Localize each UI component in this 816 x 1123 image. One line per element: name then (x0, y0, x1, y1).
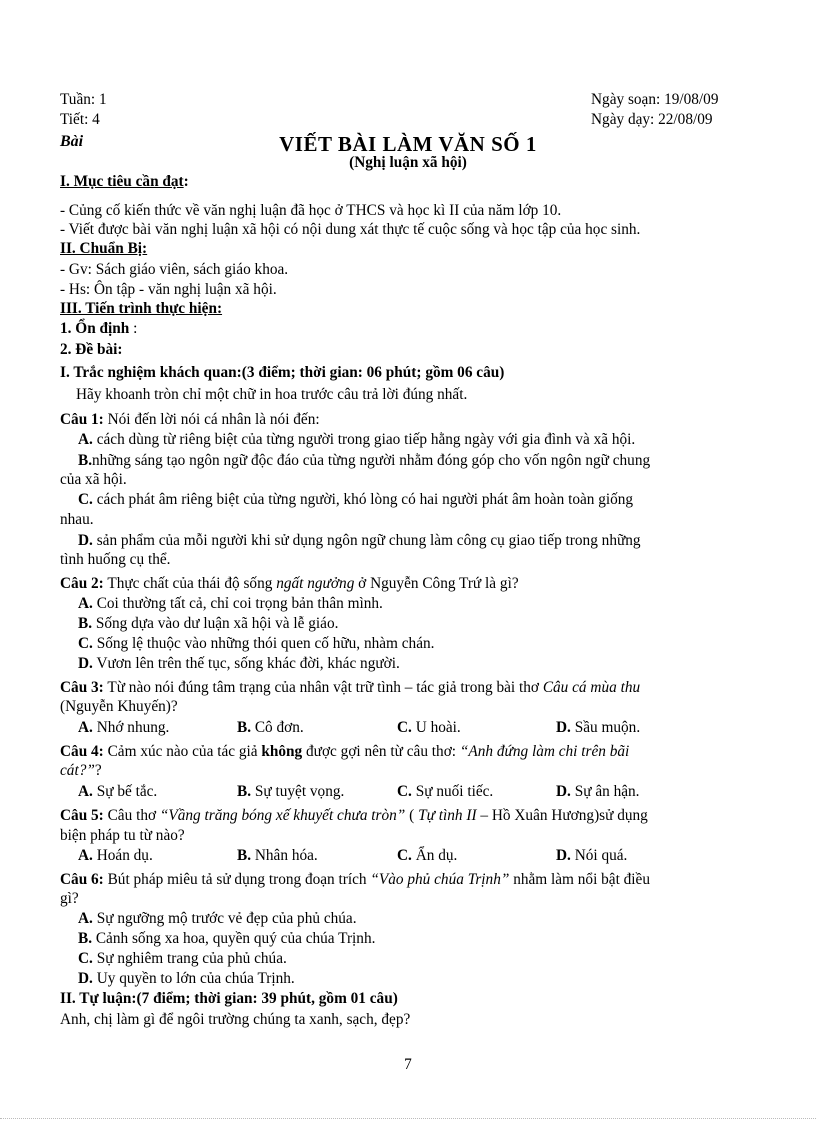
q5-text-2: biện pháp tu từ nào? (60, 827, 185, 844)
question-1 (60, 411, 320, 429)
question-4 (60, 743, 629, 761)
q2-letter-c: C. (78, 635, 93, 652)
q1-text-d: sản phẩm của mỗi người khi sử dụng ngôn ngữ chung làm công cụ giao tiếp trong những (96, 532, 641, 549)
q3-letter-a: A. (78, 719, 93, 736)
q3-text-d: Sầu muộn. (574, 719, 641, 736)
week-label: Tuần: 1 (60, 91, 107, 108)
q6-option-b[interactable] (78, 930, 375, 948)
q3-text-b: Cô đơn. (254, 719, 304, 736)
q4-text-bold: không (261, 743, 303, 760)
q5-text-a: Hoán dụ. (96, 847, 153, 864)
q1-text-c: cách phát âm riêng biệt của từng người, khó lòng có hai người phát âm hoàn toàn giống (96, 491, 634, 508)
q5-text-em2: Tự tình II (418, 807, 477, 824)
q1-option-b[interactable] (78, 452, 650, 470)
q6-letter-d: D. (78, 970, 93, 987)
q4-text-pre: Cảm xúc nào của tác giả (107, 743, 258, 760)
q2-letter-a: A. (78, 595, 93, 612)
q3-text-pre: Từ nào nói đúng tâm trạng của nhân vật trữ tình – tác giả trong bài thơ (107, 679, 539, 696)
q1-text: Nói đến lời nói cá nhân là nói đến: (107, 411, 320, 428)
q2-option-b[interactable] (78, 615, 338, 633)
section2-item-1: - Gv: Sách giáo viên, sách giáo khoa. (60, 261, 289, 278)
q4-text-mid: được gợi nên từ câu thơ: (306, 743, 457, 760)
section1-heading (60, 173, 189, 191)
q6-text-c: Sự nghiêm trang của phủ chúa. (96, 950, 287, 967)
q3-label: Câu 3: (60, 679, 104, 696)
q4-text-end: ? (94, 762, 102, 779)
part2-question: Anh, chị làm gì để ngôi trường chúng ta xanh, sạch, đẹp? (60, 1011, 411, 1028)
section1-colon: : (183, 173, 189, 190)
q1-text-b: những sáng tạo ngôn ngữ độc đáo của từng người nhằm đóng góp cho vốn ngôn ngữ chung (92, 452, 651, 469)
q6-text-2: gì? (60, 890, 79, 907)
question-3 (60, 679, 640, 697)
page-bottom-divider (0, 1118, 816, 1119)
q3-option-a[interactable] (78, 719, 169, 737)
q1-option-b-cont: của xã hội. (60, 471, 127, 488)
q3-option-c[interactable] (397, 719, 461, 737)
part1-heading-detail: (3 điểm; thời gian: 06 phút; gồm 06 câu) (241, 364, 505, 381)
q5-option-d[interactable] (556, 847, 627, 865)
q5-option-a[interactable] (78, 847, 153, 865)
q2-text-pre: Thực chất của thái độ sống (107, 575, 273, 592)
q5-text-pre: Câu thơ (107, 807, 157, 824)
q3-text-em: Câu cá mùa thu (542, 679, 641, 696)
q6-letter-a: A. (78, 910, 93, 927)
bai-label: Bài (60, 133, 84, 150)
part1-heading (60, 364, 504, 382)
q5-letter-d: D. (556, 847, 571, 864)
date-prepared: Ngày soạn: 19/08/09 (591, 91, 719, 108)
q4-letter-c: C. (397, 783, 412, 800)
q4-text-line2 (60, 762, 102, 780)
q1-option-c[interactable] (78, 491, 633, 509)
q1-letter-c: C. (78, 491, 93, 508)
q6-text-post: nhằm làm nổi bật điều (513, 871, 650, 888)
step-1 (60, 320, 137, 338)
q1-option-d-cont: tình huống cụ thể. (60, 551, 171, 568)
q4-text-em2: cát?” (60, 762, 95, 779)
section2-item-2: - Hs: Ôn tập - văn nghị luận xã hội. (60, 281, 277, 298)
q6-text-b: Cảnh sống xa hoa, quyền quý của chúa Trịnh. (95, 930, 376, 947)
q4-text-b: Sự tuyệt vọng. (254, 783, 345, 800)
q6-option-c[interactable] (78, 950, 287, 968)
question-2 (60, 575, 519, 593)
q4-letter-a: A. (78, 783, 93, 800)
q2-text-em: ngất ngưởng (276, 575, 355, 592)
q6-label: Câu 6: (60, 871, 104, 888)
question-6 (60, 871, 650, 889)
q4-option-b[interactable] (237, 783, 344, 801)
step-1-colon: : (133, 320, 138, 337)
q6-text-a: Sự ngưỡng mộ trước vẻ đẹp của phủ chúa. (96, 910, 357, 927)
q1-text-a: cách dùng từ riêng biệt của từng người trong giao tiếp hằng ngày với gia đình và xã hội. (96, 431, 636, 448)
q2-option-c[interactable] (78, 635, 434, 653)
q4-text-a: Sự bế tắc. (96, 783, 158, 800)
q5-text-b: Nhân hóa. (254, 847, 318, 864)
q1-letter-d: D. (78, 532, 93, 549)
q3-text-c: U hoài. (415, 719, 461, 736)
q5-letter-b: B. (237, 847, 252, 864)
step-2: 2. Đề bài: (60, 341, 123, 358)
q2-text-a: Coi thường tất cả, chỉ coi trọng bản thân mình. (96, 595, 383, 612)
q2-text-d: Vươn lên trên thế tục, sống khác đời, khác người. (96, 655, 400, 672)
q3-text-2: (Nguyễn Khuyến)? (60, 698, 178, 715)
q2-label: Câu 2: (60, 575, 104, 592)
section3-heading: III. Tiến trình thực hiện: (60, 300, 223, 317)
q4-label: Câu 4: (60, 743, 104, 760)
q6-text-pre: Bút pháp miêu tả sử dụng trong đoạn trích (107, 871, 367, 888)
date-taught: Ngày dạy: 22/08/09 (591, 111, 713, 128)
q5-letter-c: C. (397, 847, 412, 864)
q3-letter-d: D. (556, 719, 571, 736)
q1-letter-b: B. (78, 452, 93, 469)
part1-heading-text: I. Trắc nghiệm khách quan: (60, 364, 242, 381)
q5-text-c: Ẩn dụ. (415, 847, 458, 864)
q4-option-c[interactable] (397, 783, 493, 801)
q2-text-post: ở Nguyễn Công Trứ là gì? (358, 575, 519, 592)
q5-paren: ( (409, 807, 415, 824)
q4-text-em1: “Anh đứng làm chi trên bãi (459, 743, 630, 760)
q5-text-d: Nói quá. (574, 847, 628, 864)
q1-option-a[interactable] (78, 431, 635, 449)
part2-heading (60, 990, 398, 1008)
q1-label: Câu 1: (60, 411, 104, 428)
q3-option-d[interactable] (556, 719, 640, 737)
q4-text-c: Sự nuối tiếc. (415, 783, 494, 800)
q3-letter-c: C. (397, 719, 412, 736)
section1-heading-text: I. Mục tiêu cần đạt (60, 173, 184, 190)
q3-option-b[interactable] (237, 719, 304, 737)
q4-letter-d: D. (556, 783, 571, 800)
page-number: 7 (404, 1056, 412, 1073)
q2-text-c: Sống lệ thuộc vào những thói quen cố hữu, nhàm chán. (96, 635, 435, 652)
q2-letter-b: B. (78, 615, 93, 632)
section2-heading: II. Chuẩn Bị: (60, 240, 148, 257)
page-subtitle: (Nghị luận xã hội) (349, 154, 467, 171)
q5-letter-a: A. (78, 847, 93, 864)
q2-option-a[interactable] (78, 595, 383, 613)
q3-text-a: Nhớ nhung. (96, 719, 170, 736)
part2-heading-detail: (7 điểm; thời gian: 39 phút, gồm 01 câu) (136, 990, 398, 1007)
q6-letter-c: C. (78, 950, 93, 967)
q2-option-d[interactable] (78, 655, 400, 673)
q3-letter-b: B. (237, 719, 252, 736)
section1-item-2: - Viết được bài văn nghị luận xã hội có nội dung xát thực tế cuộc sống và học tập của học sinh. (60, 221, 641, 238)
q4-text-d: Sự ân hận. (574, 783, 640, 800)
q2-text-b: Sống dựa vào dư luận xã hội và lễ giáo. (95, 615, 339, 632)
q4-option-a[interactable] (78, 783, 157, 801)
page-title: VIẾT BÀI LÀM VĂN SỐ 1 (279, 132, 537, 156)
section1-item-1: - Củng cố kiến thức về văn nghị luận đã học ở THCS và học kì II của năm lớp 10. (60, 202, 562, 219)
q5-text-em: “Vầng trăng bóng xế khuyết chưa tròn” (159, 807, 406, 824)
q6-letter-b: B. (78, 930, 93, 947)
q5-label: Câu 5: (60, 807, 104, 824)
q5-option-c[interactable] (397, 847, 457, 865)
q1-option-d[interactable] (78, 532, 641, 550)
q1-letter-a: A. (78, 431, 93, 448)
q2-letter-d: D. (78, 655, 93, 672)
part2-heading-text: II. Tự luận: (60, 990, 137, 1007)
part1-instruction: Hãy khoanh tròn chỉ một chữ in hoa trước câu trả lời đúng nhất. (76, 386, 468, 403)
q4-option-d[interactable] (556, 783, 640, 801)
q1-option-c-cont: nhau. (60, 511, 94, 528)
q5-text-post: – Hồ Xuân Hương)sử dụng (480, 807, 648, 824)
q6-text-em: “Vào phủ chúa Trịnh” (370, 871, 510, 888)
period-label: Tiết: 4 (60, 111, 100, 128)
q6-text-d: Uy quyền to lớn của chúa Trịnh. (96, 970, 295, 987)
question-5 (60, 807, 648, 825)
q5-option-b[interactable] (237, 847, 318, 865)
q6-option-a[interactable] (78, 910, 357, 928)
q4-letter-b: B. (237, 783, 252, 800)
step-1-label: 1. Ổn định (60, 320, 130, 337)
q6-option-d[interactable] (78, 970, 295, 988)
